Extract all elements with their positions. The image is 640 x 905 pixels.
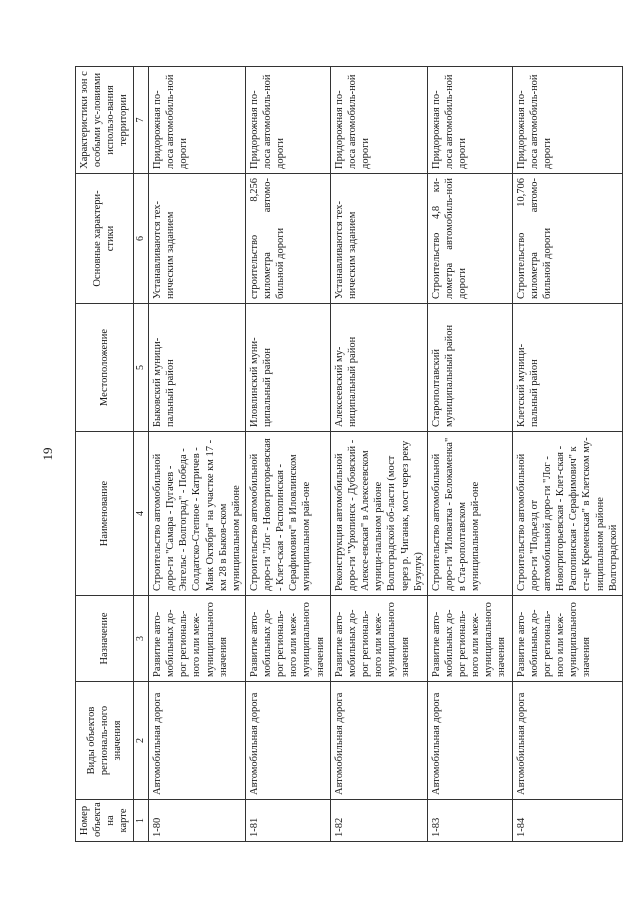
column-number: 3	[133, 596, 149, 682]
rotated-table-container	[75, 67, 619, 842]
header-location: Местоположение	[76, 304, 134, 432]
page-number: 19	[40, 447, 55, 461]
column-number: 5	[133, 304, 149, 432]
cell-zones: Придорожная по-лоса автомобиль-ной дороги	[149, 67, 246, 174]
table-row	[149, 67, 246, 842]
cell-kind: Автомобильная дорога	[330, 682, 427, 800]
column-number: 1	[133, 800, 149, 842]
cell-characteristics: Устанавливаются тех-ническим заданием	[149, 174, 246, 304]
header-name: Наименование	[76, 432, 134, 596]
column-numbers-row	[133, 67, 149, 842]
header-object-number: Номер объекта на карте	[76, 800, 134, 842]
cell-name: Строительство автомобильной доро-ги "Иловатка - Белокаменка" в Ста-рополтавском муниципальном рай-оне	[427, 432, 512, 596]
cell-kind: Автомобильная дорога	[149, 682, 246, 800]
cell-characteristics: Строительство 10,706 километра автомо-бильной дороги	[512, 174, 622, 304]
cell-purpose: Развитие авто-мобильных до-рог региональ-ного или меж-муниципального значения	[245, 596, 330, 682]
cell-purpose: Развитие авто-мобильных до-рог региональ-ного или меж-муниципального значения	[330, 596, 427, 682]
header-zones: Характеристики зон с особыми ус-ловиями использо-вания территории	[76, 67, 134, 174]
cell-purpose: Развитие авто-мобильных до-рог региональ-ного или меж-муниципального значения	[427, 596, 512, 682]
cell-zones: Придорожная по-лоса автомобиль-ной дороги	[330, 67, 427, 174]
cell-kind: Автомобильная дорога	[427, 682, 512, 800]
cell-location: Алексеевский му-ниципальный район	[330, 304, 427, 432]
cell-name: Строительство автомобильной доро-ги "Лог - Новогригорьевская - Клет-ская - Распопинская - Серафимович" в Иловлинском муниципальном рай-оне	[245, 432, 330, 596]
cell-location: Иловлинский муни-ципальный район	[245, 304, 330, 432]
cell-zones: Придорожная по-лоса автомобиль-ной дороги	[427, 67, 512, 174]
cell-kind: Автомобильная дорога	[245, 682, 330, 800]
column-number: 6	[133, 174, 149, 304]
objects-table	[75, 66, 623, 842]
header-characteristics: Основные характери-стики	[76, 174, 134, 304]
cell-location: Старополтавский муниципальный район	[427, 304, 512, 432]
cell-zones: Придорожная по-лоса автомобиль-ной дороги	[512, 67, 622, 174]
cell-number: 1-84	[512, 800, 622, 842]
cell-characteristics: Строительство 4,8 ки-лометра автомобиль-ной дороги	[427, 174, 512, 304]
column-number: 4	[133, 432, 149, 596]
cell-name: Строительство автомобильной доро-ги "Подъезд от автомобильной доро-ги "Лог - Новогригорьевская - Клет-ская - Распопинская - Серафимович" к ст-це Кременская" в Клетском му-ниципальном районе Волгоградской	[512, 432, 622, 596]
table-row	[512, 67, 622, 842]
cell-purpose: Развитие авто-мобильных до-рог региональ-ного или меж-муниципального значения	[149, 596, 246, 682]
cell-name: Строительство автомобильной доро-ги "Самара - Пугачев - Энгельс - Волгоград" - Победа - Солдатско-Степное - Катричев - Маяк Октября" на участке км 17 - км 28 в Быков-ском муниципальном районе	[149, 432, 246, 596]
cell-name: Реконструкция автомобильной доро-ги "Урюпинск - Дубовский - Алексе-евская" в Алексеевском муници-пальном районе Волгоградской об-ласти (мост через р. Чиганак, мост через реку Бузулук)	[330, 432, 427, 596]
cell-characteristics: Устанавливаются тех-ническим заданием	[330, 174, 427, 304]
table-row	[245, 67, 330, 842]
cell-purpose: Развитие авто-мобильных до-рог региональ-ного или меж-муниципального значения	[512, 596, 622, 682]
cell-number: 1-82	[330, 800, 427, 842]
column-number: 2	[133, 682, 149, 800]
column-number: 7	[133, 67, 149, 174]
table-row	[427, 67, 512, 842]
cell-number: 1-83	[427, 800, 512, 842]
table-header-row	[76, 67, 134, 842]
cell-zones: Придорожная по-лоса автомобиль-ной дороги	[245, 67, 330, 174]
cell-number: 1-81	[245, 800, 330, 842]
cell-location: Быковский муници-пальный район	[149, 304, 246, 432]
cell-characteristics: строительство 8,256 километра автомо-бильной дороги	[245, 174, 330, 304]
cell-number: 1-80	[149, 800, 246, 842]
header-purpose: Назначение	[76, 596, 134, 682]
cell-kind: Автомобильная дорога	[512, 682, 622, 800]
table-row	[330, 67, 427, 842]
header-object-kind: Виды объектов региональ-ного значения	[76, 682, 134, 800]
cell-location: Клетский муници-пальный район	[512, 304, 622, 432]
